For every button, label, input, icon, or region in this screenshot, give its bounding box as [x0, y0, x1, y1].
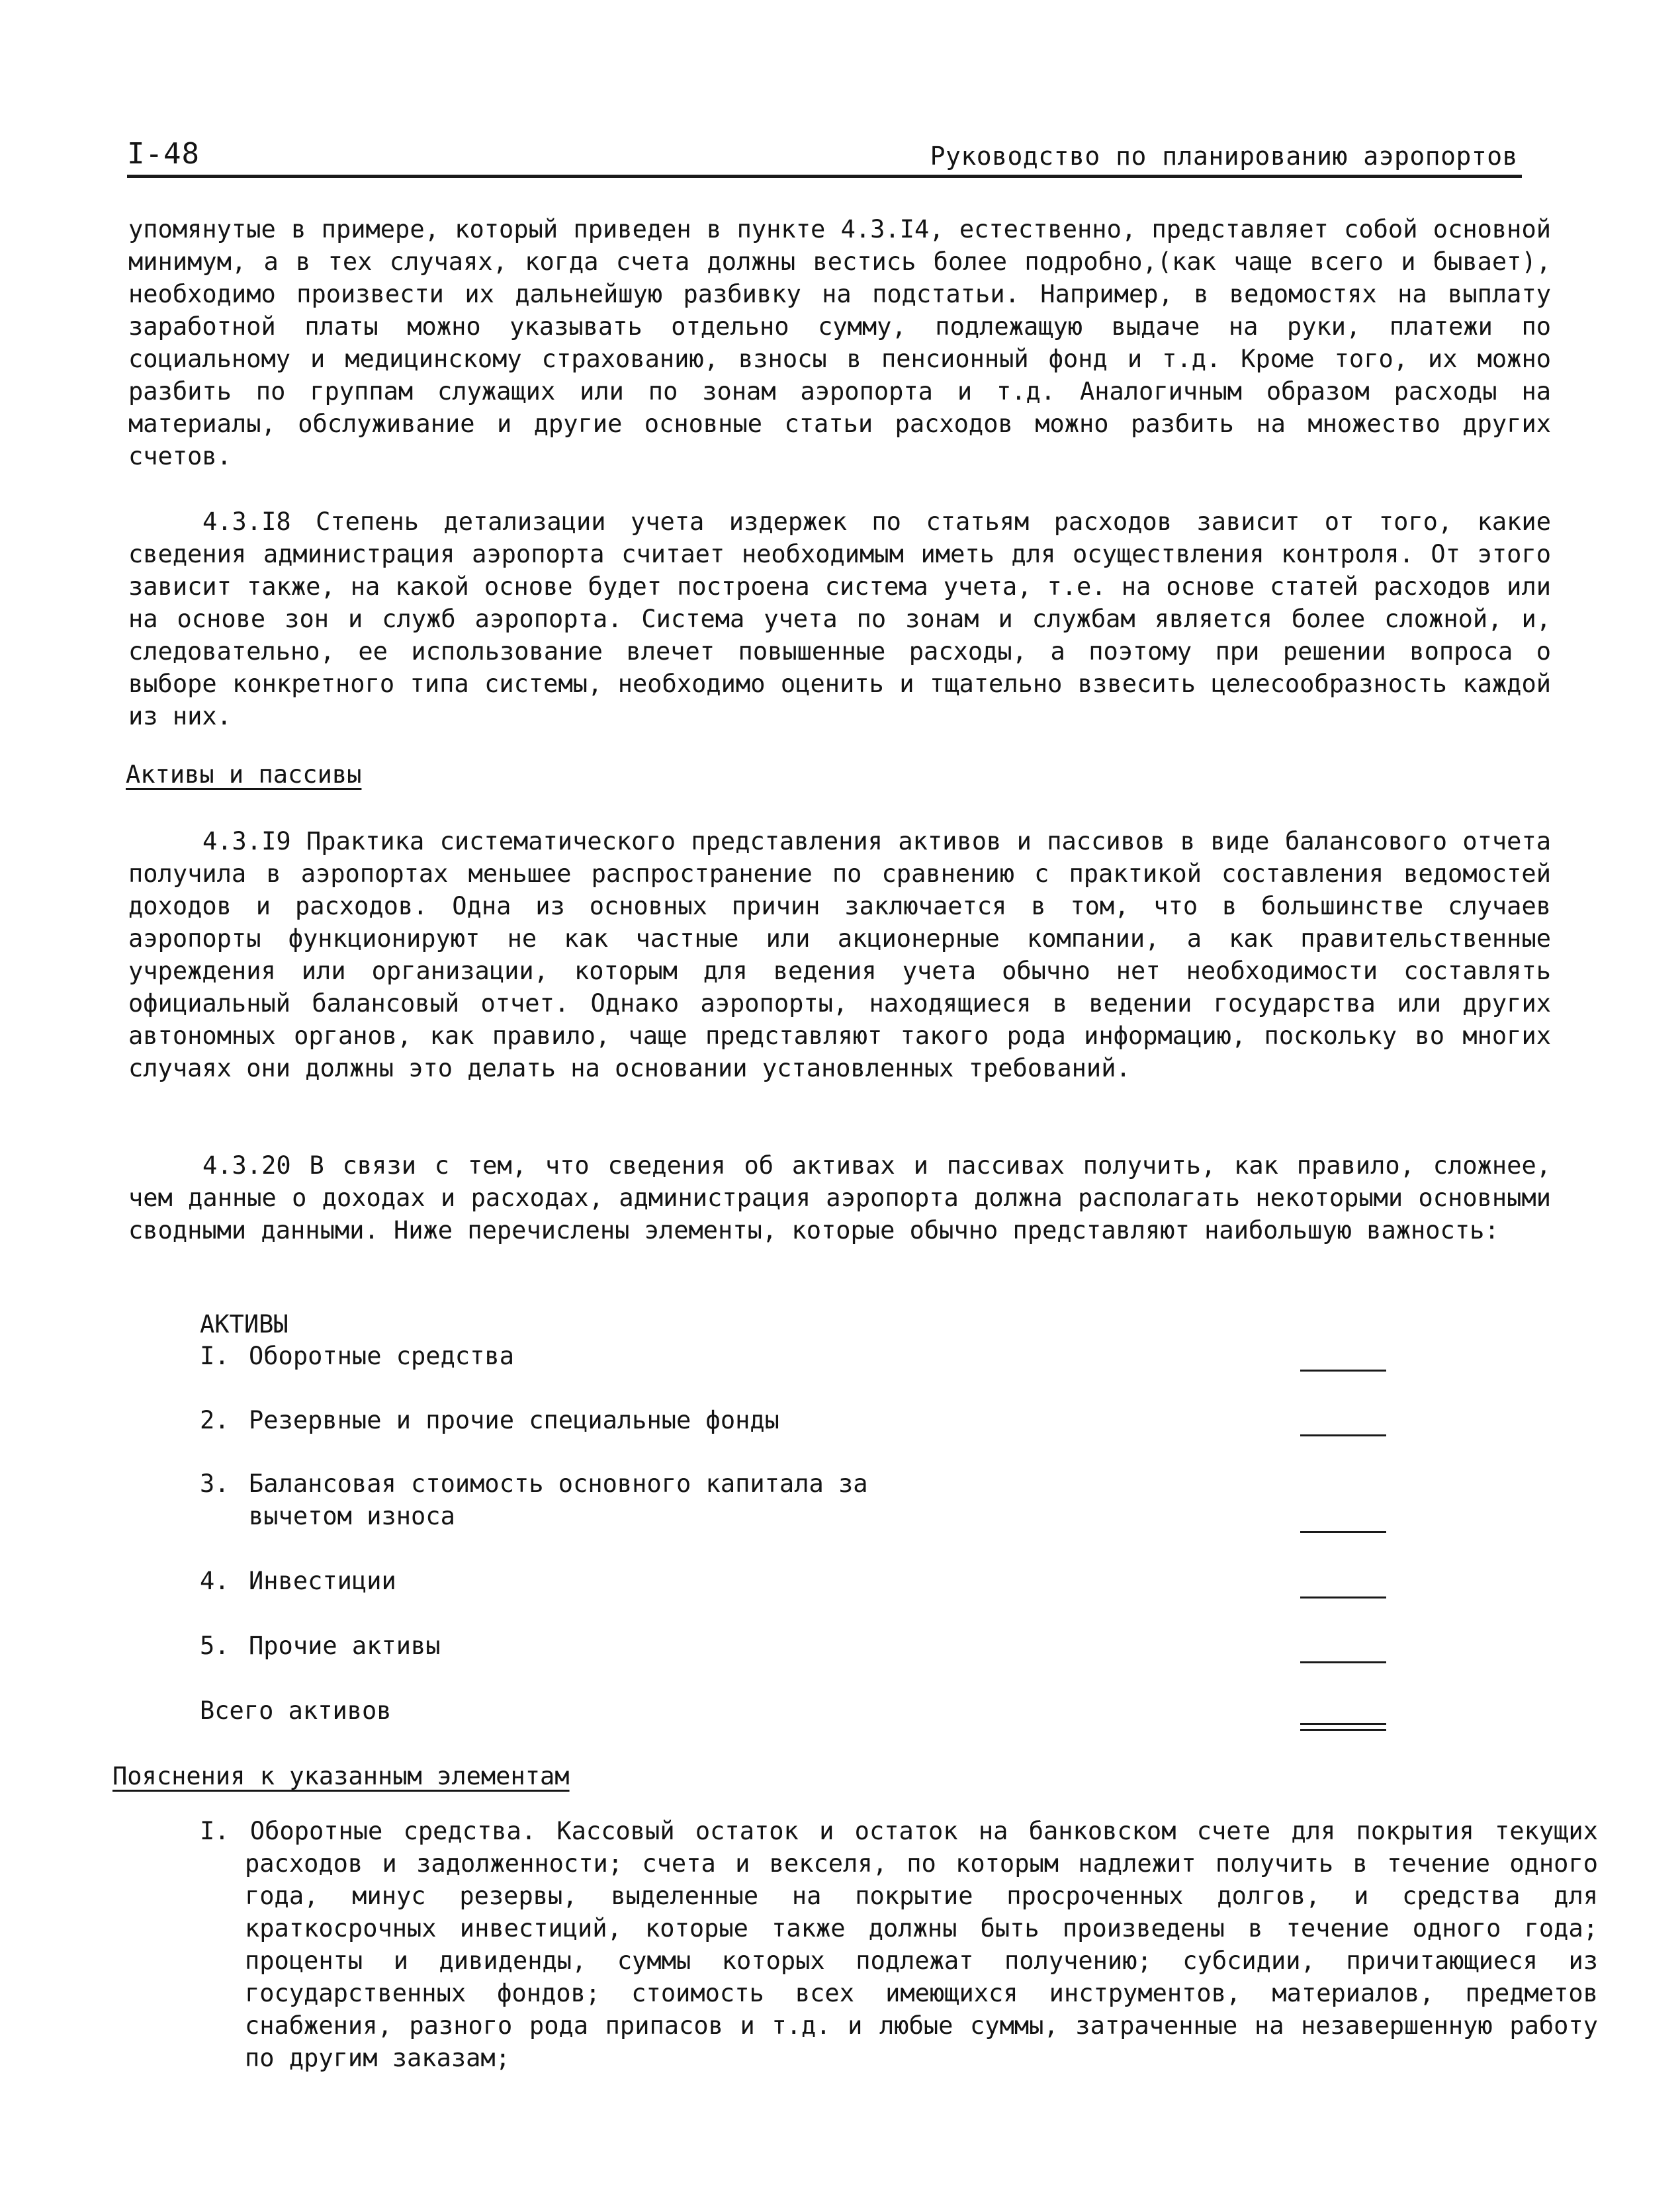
paragraph-continued: упомянутые в примере, который приведен в пункте 4.3.I4, естественно, представляет собой основной минимум, а в тех случаях, когда счета должны вестись более подробно,(как чаще всего и бывает), необходимо произвести их дальнейшую разбивку на подстатьи. Например, в ведомостях на выплату заработной платы можно указывать отдельно сумму, подлежащую выдаче на руки, платежи по социальному и медицинскому страхованию, взносы в пенсионный фонд и т.д. Кроме того, их можно разбить по группам служащих или по зонам аэропорта и т.д. Аналогичным образом расходы на материалы, обслуживание и другие основные статьи расходов можно разбить на множество других счетов.: [128, 215, 1551, 470]
asset-amount-blank-3: [1300, 1531, 1386, 1533]
asset-item-5: [200, 1630, 1325, 1662]
asset-item-label: Балансовая стоимость основного капитала за: [249, 1469, 868, 1498]
asset-amount-blank-4: [1300, 1597, 1386, 1598]
asset-item-continuation: вычетом износа: [249, 1502, 455, 1530]
paragraph-4-3-18: 4.3.I8 Степень детализации учета издержек по статьям расходов зависит от того, какие сведения администрация аэропорта считает необходимым иметь для осуществления контроля. От этого зависит также, на какой основе будет построена система учета, т.е. на основе статей расходов или на основе зон и служб аэропорта. Система учета по зонам и службам является более сложной, и, следовательно, ее использование влечет повышенные расходы, а поэтому при решении вопроса о выборе конкретного типа системы, необходимо оценить и тщательно взвесить целесообразность каждой из них.: [128, 507, 1551, 730]
page-header: [127, 132, 1522, 178]
explanation-item-1: I. Оборотные средства. Кассовый остаток и остаток на банковском счете для покрытия текущих расходов и задолженности; счета и векселя, по которым надлежит получить в течение одного года, минус резервы, выделенные на покрытие просроченных долгов, и средства для краткосрочных инвестиций, которые также должны быть произведены в течение одного года; проценты и дивиденды, суммы которых подлежат получению; субсидии, причитающиеся из государственных фондов; стоимость всех имеющихся инструментов, материалов, предметов снабжения, разного рода припасов и т.д. и любые суммы, затраченные на незавершенную работу по другим заказам;: [200, 1817, 1598, 2072]
assets-total-label: Всего активов: [200, 1696, 392, 1725]
running-title: Руководство по планированию аэропортов: [930, 142, 1518, 171]
asset-item-number: I.: [200, 1342, 230, 1370]
paragraph-4-3-19: 4.3.I9 Практика систематического представления активов и пассивов в виде балансового отчета получила в аэропортах меньшее распространение по сравнению с практикой составления ведомостей доходов и расходов. Одна из основных причин заключается в том, что в большинстве случаев аэропорты функционируют не как частные или акционерные компании, а как правительственные учреждения или организации, которым для ведения учета обычно нет необходимости составлять официальный балансовый отчет. Однако аэропорты, находящиеся в ведении государства или других автономных органов, как правило, чаще представляют такого рода информацию, поскольку во многих случаях они должны это делать на основании установленных требований.: [128, 827, 1551, 1082]
heading-explanations: Пояснения к указанным элементам: [112, 1762, 570, 1790]
page-number: I-48: [127, 137, 200, 171]
asset-item-4: [200, 1565, 1325, 1597]
asset-amount-blank-5: [1300, 1661, 1386, 1663]
asset-item-label: Резервные и прочие специальные фонды: [249, 1406, 779, 1434]
assets-total-double-line: [1300, 1723, 1386, 1731]
asset-item-number: 2.: [200, 1406, 230, 1434]
asset-amount-blank-1: [1300, 1370, 1386, 1372]
asset-item-label: Инвестиции: [249, 1567, 396, 1595]
asset-item-3: [200, 1467, 1325, 1532]
asset-item-number: 4.: [200, 1567, 230, 1595]
asset-item-label: Оборотные средства: [249, 1342, 514, 1370]
asset-item-number: 5.: [200, 1632, 230, 1660]
asset-item-1: [200, 1340, 1325, 1372]
asset-item-label: Прочие активы: [249, 1632, 441, 1660]
assets-list-title: АКТИВЫ: [200, 1310, 288, 1338]
asset-amount-blank-2: [1300, 1434, 1386, 1436]
heading-assets-liabilities: Активы и пассивы: [126, 760, 362, 789]
asset-item-number: 3.: [200, 1469, 230, 1498]
paragraph-4-3-20: 4.3.20 В связи с тем, что сведения об активах и пассивах получить, как правило, сложнее, чем данные о доходах и расходах, администрация аэропорта должна располагать некоторыми основными сводными данными. Ниже перечислены элементы, которые обычно представляют наибольшую важность:: [128, 1151, 1551, 1245]
asset-item-2: [200, 1404, 1325, 1436]
